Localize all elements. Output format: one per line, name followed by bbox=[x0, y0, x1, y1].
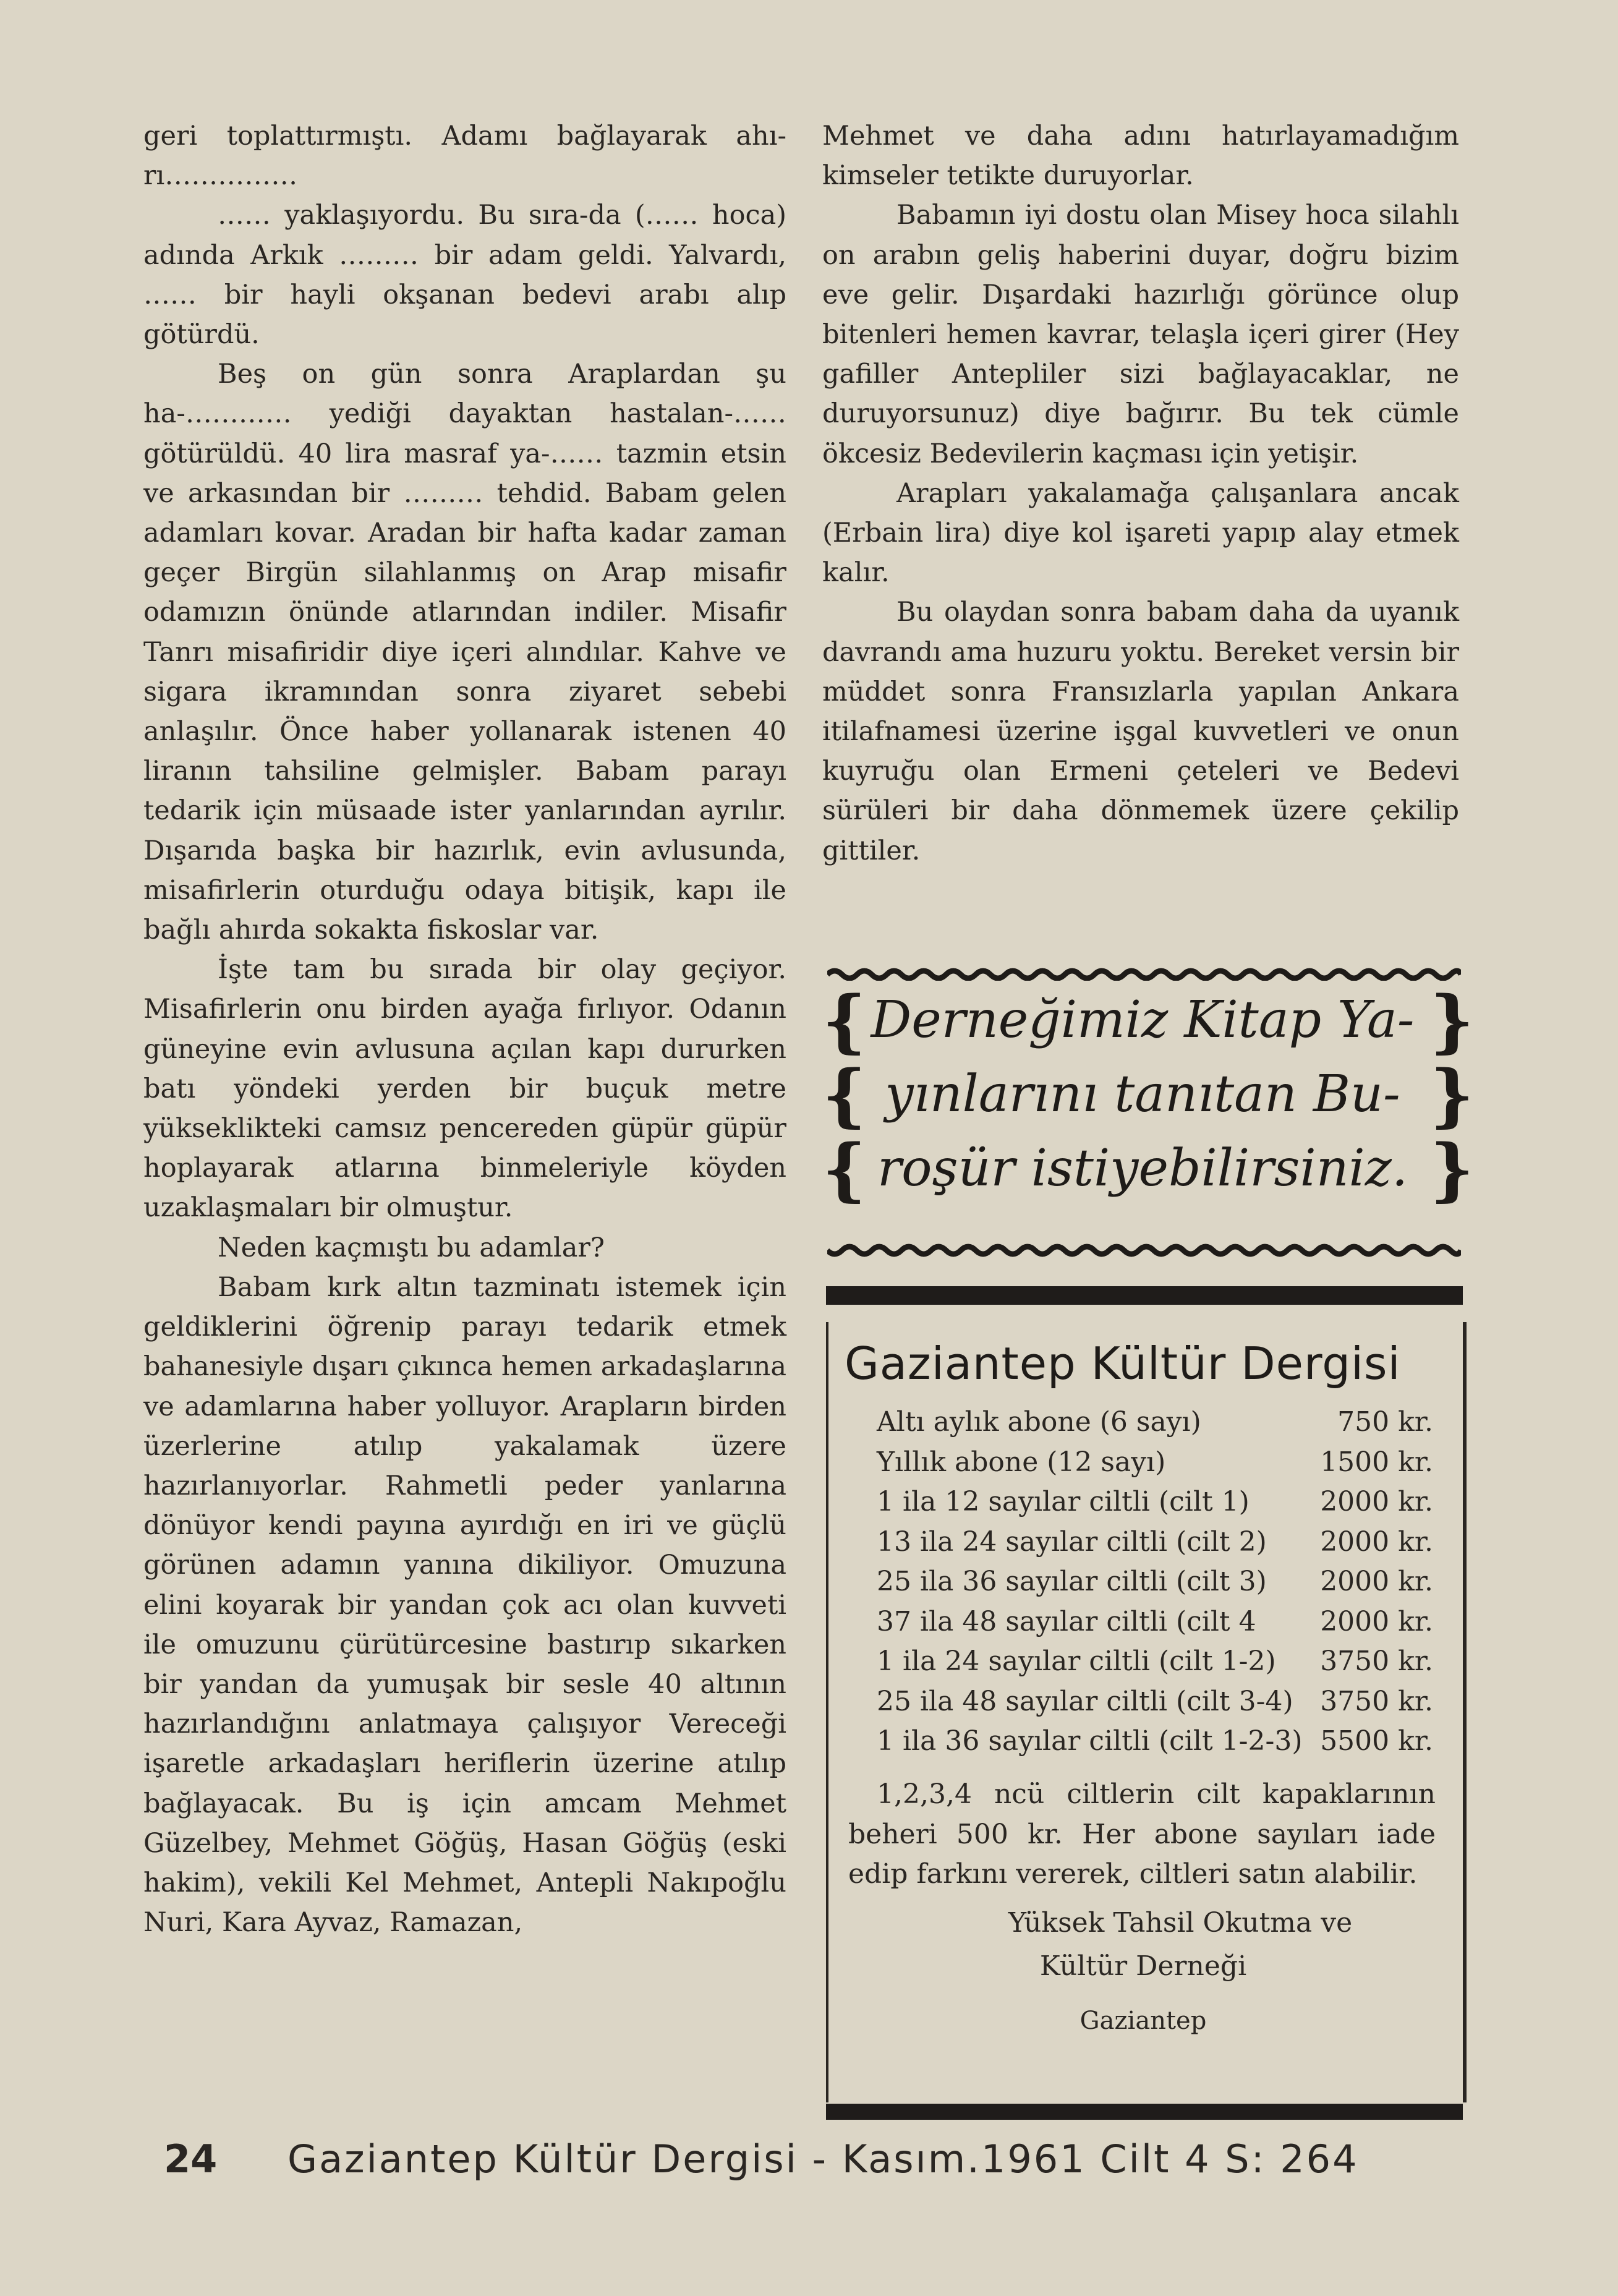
org-name-line-1: Yüksek Tahsil Okutma ve bbox=[1008, 1907, 1353, 1939]
wavy-border-bottom bbox=[827, 1243, 1461, 1259]
page-number: 24 bbox=[164, 2136, 218, 2182]
brace-left-1: { bbox=[822, 981, 866, 1061]
left-paragraph-2: …… yaklaşıyordu. Bu sıra-da (…… hoca) adında Arkık ……… bir adam geldi. Yalvardı, …… bir hayli okşanan bedevi arabı alıp götürdü. bbox=[143, 200, 786, 351]
price-row bbox=[877, 1682, 1433, 1722]
price-value: 1500 kr. bbox=[1320, 1446, 1433, 1478]
left-paragraph-1: geri toplattırmıştı. Adamı bağlayarak ahı-rı…………… bbox=[143, 121, 786, 192]
right-paragraph-3: Arapları yakalamağa çalışanlara ancak (Erbain lira) diye kol işareti yapıp alay etmek kalır. bbox=[822, 477, 1459, 589]
brace-left-3: { bbox=[822, 1129, 866, 1209]
right-paragraph-2: Babamın iyi dostu olan Misey hoca silahlı on arabın geliş haberini duyar, doğru bizim eve gelir. Dışardaki hazırlığı görünce olup bitenleri hemen kavrar, telaşla içeri girer (Hey gafiller Antepliler sizi bağlayacaklar, ne duruyorsunuz) diye bağırır. Bu tek cümle ökcesiz Bedevilerin kaçması için yetişir. bbox=[822, 200, 1459, 469]
price-value: 5500 kr. bbox=[1320, 1725, 1433, 1757]
org-name-line-2: Kültür Derneği bbox=[1039, 1950, 1247, 1982]
ad-line-3: roşür istiyebilirsiniz. bbox=[877, 1139, 1408, 1198]
ad-line-2: yınlarını tanıtan Bu- bbox=[885, 1065, 1400, 1124]
price-row bbox=[877, 1522, 1433, 1563]
left-paragraph-4: İşte tam bu sırada bir olay geçiyor. Misafirlerin onu birden ayağa fırlıyor. Odanın güneyine evin avlusuna açılan kapı dururken batı yöndeki yerden bir buçuk metre yükseklikteki camsız pencereden güpür güpür hoplayarak atlarına binmeleriyle köyden uzaklaşmaları bir olmuştur. bbox=[143, 954, 786, 1224]
right-paragraph-1: Mehmet ve daha adını hatırlayamadığım kimseler tetikte duruyorlar. bbox=[822, 121, 1459, 192]
org-city: Gaziantep bbox=[1079, 2007, 1207, 2035]
brace-right-3: } bbox=[1430, 1129, 1474, 1209]
price-value: 3750 kr. bbox=[1320, 1685, 1433, 1717]
price-item: 1 ila 24 sayılar ciltli (cilt 1-2) bbox=[877, 1645, 1276, 1677]
price-row bbox=[877, 1482, 1433, 1522]
ad-line-1: Derneğimiz Kitap Ya- bbox=[871, 991, 1415, 1049]
binding-note: 1,2,3,4 ncü ciltlerin cilt kapaklarının beheri 500 kr. Her abone sayıları iade edip farkını vererek, ciltleri satın alabilir. bbox=[848, 1778, 1436, 1890]
brace-right-2: } bbox=[1430, 1055, 1474, 1135]
price-row bbox=[877, 1602, 1433, 1642]
price-value: 2000 kr. bbox=[1320, 1605, 1433, 1637]
page-footer bbox=[164, 2135, 1462, 2184]
price-item: Yıllık abone (12 sayı) bbox=[877, 1446, 1166, 1478]
brace-right-1: } bbox=[1430, 981, 1474, 1061]
right-column bbox=[822, 116, 1459, 871]
price-value: 750 kr. bbox=[1337, 1406, 1433, 1438]
brace-left-2: { bbox=[822, 1055, 866, 1135]
left-paragraph-5: Neden kaçmıştı bu adamlar? bbox=[218, 1232, 605, 1263]
price-value: 2000 kr. bbox=[1320, 1566, 1433, 1597]
price-item: Altı aylık abone (6 sayı) bbox=[877, 1406, 1201, 1438]
left-paragraph-3: Beş on gün sonra Araplardan şu ha-………… yediği dayaktan hastalan-…… götürüldü. 40 lira masraf ya-…… tazmin etsin ve arkasından bir ……… tehdid. Babam gelen adamları kovar. Aradan bir hafta kadar zaman geçer Birgün silahlanmış on Arap misafir odamızın önünde atlarından indiler. Misafir Tanrı misafiridir diye içeri alındılar. Kahve ve sigara ikramından sonra ziyaret sebebi anlaşılır. Önce haber yollanarak istenen 40 liranın tahsiline gelmişler. Babam parayı tedarik için müsaade ister yanlarından ayrılır. Dışarıda başka bir hazırlık, evin avlusunda, misafirlerin oturduğu odaya bitişik, kapı ile bağlı ahırda sokakta fiskoslar var. bbox=[143, 359, 786, 946]
price-value: 3750 kr. bbox=[1320, 1645, 1433, 1677]
price-row bbox=[877, 1562, 1433, 1602]
footer-text: Gaziantep Kültür Dergisi - Kasım.1961 Cilt 4 S: 264 bbox=[287, 2136, 1359, 2182]
price-row bbox=[877, 1722, 1433, 1762]
price-item: 25 ila 48 sayılar ciltli (cilt 3-4) bbox=[877, 1685, 1293, 1717]
price-item: 25 ila 36 sayılar ciltli (cilt 3) bbox=[877, 1566, 1267, 1597]
subscription-box bbox=[826, 1286, 1463, 2127]
price-row bbox=[877, 1642, 1433, 1682]
price-value: 2000 kr. bbox=[1320, 1486, 1433, 1517]
right-paragraph-4: Bu olaydan sonra babam daha da uyanık davrandı ama huzuru yoktu. Bereket versin bir müddet sonra Fransızlarla yapılan Ankara itilafnamesi üzerine işgal kuvvetleri ve onun kuyruğu olan Ermeni çeteleri ve Bedevi sürüleri bir daha dönmemek üzere çekilip gittiler. bbox=[822, 597, 1459, 866]
price-list bbox=[877, 1402, 1433, 1762]
price-row bbox=[877, 1443, 1433, 1483]
bottom-rule bbox=[826, 2104, 1463, 2120]
wavy-border-top bbox=[827, 965, 1461, 981]
price-item: 37 ila 48 sayılar ciltli (cilt 4 bbox=[877, 1605, 1256, 1637]
price-item: 1 ila 12 sayılar ciltli (cilt 1) bbox=[877, 1486, 1250, 1517]
price-row bbox=[877, 1402, 1433, 1443]
left-paragraph-6: Babam kırk altın tazminatı istemek için geldiklerini öğrenip parayı tedarik etmek bahanesiyle dışarı çıkınca hemen arkadaşlarına ve adamlarına haber yolluyor. Arapların birden üzerlerine atılıp yakalamak üzere hazırlanıyorlar. Rahmetli peder yanlarına dönüyor kendi payına ayırdığı en iri ve güçlü görünen adamın yanına dikiliyor. Omuzuna elini koyarak bir yandan çok acı olan kuvveti ile omuzunu çürütürcesine bastırıp sıkarken bir yandan da yumuşak bir sesle 40 altının hazırlandığını anlatmaya çalışıyor Vereceği işaretle arkadaşları heriflerin üzerine atılıp bağlayacak. Bu iş için amcam Mehmet Güzelbey, Mehmet Göğüş, Hasan Göğüş (eski hakim), vekili Kel Mehmet, Antepli Nakıpoğlu Nuri, Kara Ayvaz, Ramazan, bbox=[143, 1271, 786, 1939]
price-value: 2000 kr. bbox=[1320, 1526, 1433, 1558]
left-column bbox=[143, 116, 786, 1942]
price-item: 1 ila 36 sayılar ciltli (cilt 1-2-3) bbox=[877, 1725, 1303, 1757]
top-rule bbox=[826, 1286, 1463, 1305]
price-item: 13 ila 24 sayılar ciltli (cilt 2) bbox=[877, 1526, 1267, 1558]
brochure-advertisement bbox=[822, 965, 1474, 1261]
subscription-title: Gaziantep Kültür Dergisi bbox=[845, 1338, 1401, 1389]
